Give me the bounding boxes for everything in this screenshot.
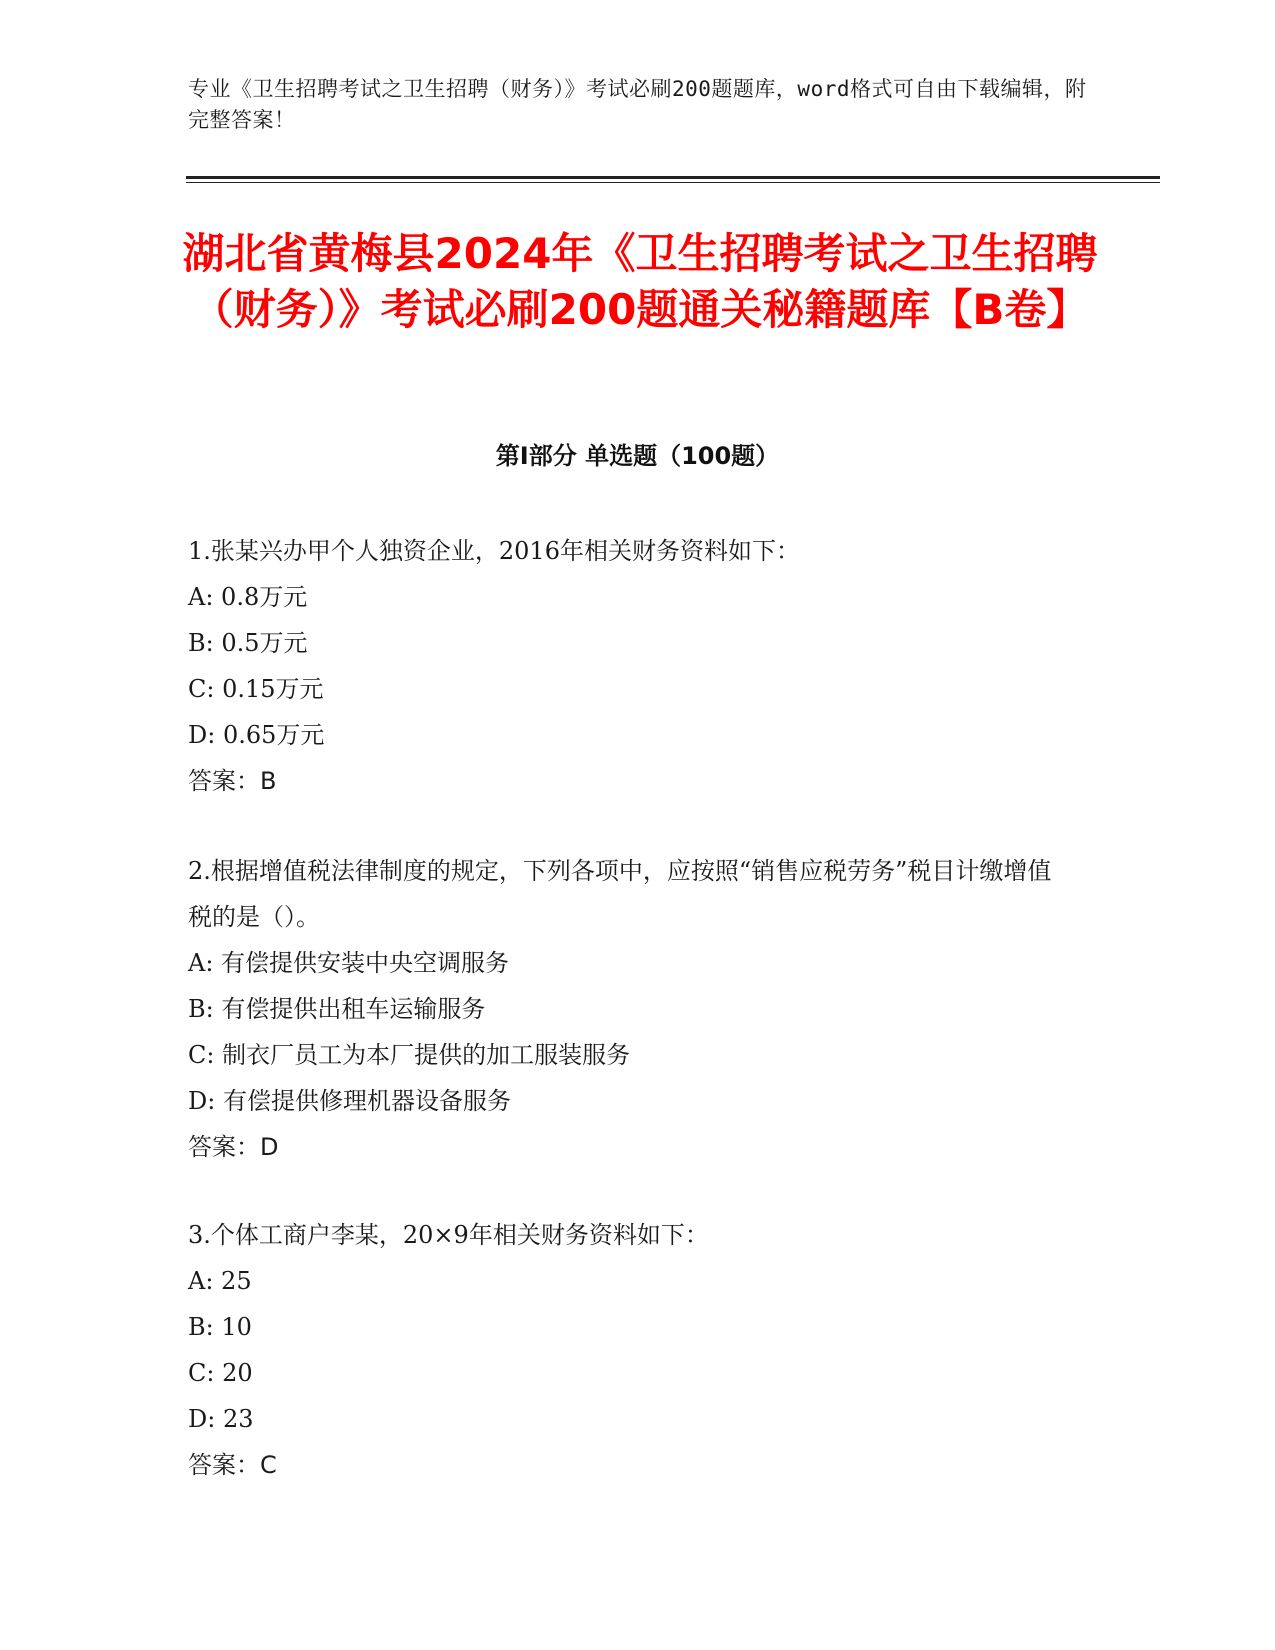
option-a: A: 25 xyxy=(188,1267,252,1295)
question-item xyxy=(188,528,1068,804)
option-b: B: 有偿提供出租车运输服务 xyxy=(188,995,486,1023)
document-title: 湖北省黄梅县2024年《卫生招聘考试之卫生招聘（财务）》考试必刷200题通关秘籍题库【B卷】 xyxy=(182,229,1098,334)
section-title: 第Ⅰ部分 单选题（100题） xyxy=(495,442,780,470)
question-stem: 1.张某兴办甲个人独资企业，2016年相关财务资料如下： xyxy=(188,537,800,565)
option-d: D: 有偿提供修理机器设备服务 xyxy=(188,1087,511,1115)
question-stem: 3.个体工商户李某，20×9年相关财务资料如下： xyxy=(188,1221,709,1249)
option-b: B: 10 xyxy=(188,1313,252,1341)
header-divider-thick xyxy=(186,176,1160,179)
option-c: C: 0.15万元 xyxy=(188,675,324,703)
question-answer: 答案：C xyxy=(188,1451,277,1479)
option-b: B: 0.5万元 xyxy=(188,629,308,657)
question-stem: 2.根据增值税法律制度的规定，下列各项中，应按照“销售应税劳务”税目计缴增值税的是（）。 xyxy=(188,857,1052,931)
header-note: 专业《卫生招聘考试之卫生招聘（财务）》考试必刷200题题库，word格式可自由下载编辑，附完整答案！ xyxy=(188,77,1087,132)
question-item xyxy=(188,848,1068,1170)
option-d: D: 23 xyxy=(188,1405,254,1433)
option-a: A: 有偿提供安装中央空调服务 xyxy=(188,949,510,977)
question-answer: 答案：D xyxy=(188,1133,279,1161)
question-item xyxy=(188,1212,1068,1488)
option-c: C: 20 xyxy=(188,1359,253,1387)
option-a: A: 0.8万元 xyxy=(188,583,308,611)
question-answer: 答案：B xyxy=(188,767,277,795)
header-divider-thin xyxy=(186,182,1160,183)
option-d: D: 0.65万元 xyxy=(188,721,325,749)
option-c: C: 制衣厂员工为本厂提供的加工服装服务 xyxy=(188,1041,631,1069)
